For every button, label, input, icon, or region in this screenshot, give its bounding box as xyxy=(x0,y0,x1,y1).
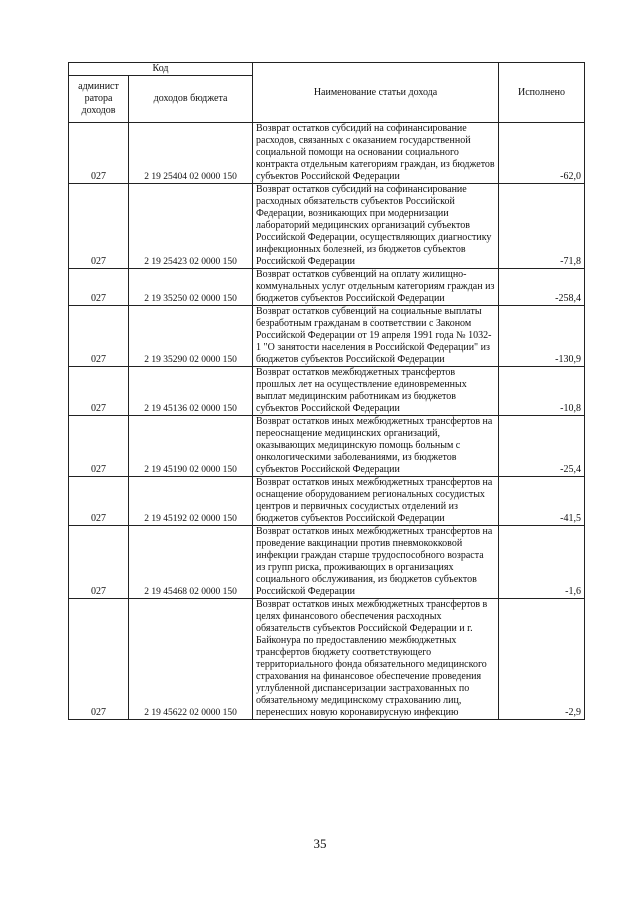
budget-code-cell: 2 19 35290 02 0000 150 xyxy=(129,306,253,367)
table-row xyxy=(69,306,585,367)
budget-code-cell: 2 19 45136 02 0000 150 xyxy=(129,367,253,416)
revenue-name-cell: Возврат остатков межбюджетных трансфертов прошлых лет на осуществление единовременных выплат медицинским работникам из бюджетов субъектов Российской Федерации xyxy=(253,367,499,416)
executed-amount-cell: -258,4 xyxy=(499,269,585,306)
admin-code-cell: 027 xyxy=(69,599,129,720)
revenue-table xyxy=(68,62,585,720)
revenue-name-cell: Возврат остатков субсидий на софинансирование расходных обязательств субъектов Российской Федерации, возникающих при модернизации лабораторий медицинских организаций субъектов Российской Федерации, осуществляющих диагностику инфекционных болезней, из бюджетов субъектов Российской Федерации xyxy=(253,184,499,269)
revenue-name-cell: Возврат остатков субвенций на социальные выплаты безработным гражданам в соответствии с Законом Российской Федерации от 19 апреля 1991 года № 1032-1 "О занятости населения в Российской Федерации" из бюджетов субъектов Российской Федерации xyxy=(253,306,499,367)
table-row xyxy=(69,599,585,720)
budget-code-column-header: доходов бюджета xyxy=(129,76,253,123)
budget-code-cell: 2 19 35250 02 0000 150 xyxy=(129,269,253,306)
executed-amount-cell: -25,4 xyxy=(499,416,585,477)
table-row xyxy=(69,416,585,477)
budget-code-cell: 2 19 45468 02 0000 150 xyxy=(129,526,253,599)
table-row xyxy=(69,526,585,599)
executed-amount-cell: -1,6 xyxy=(499,526,585,599)
executed-amount-cell: -62,0 xyxy=(499,123,585,184)
admin-column-header: админист ратора доходов xyxy=(69,76,129,123)
executed-amount-cell: -2,9 xyxy=(499,599,585,720)
table-row xyxy=(69,367,585,416)
revenue-name-cell: Возврат остатков субсидий на софинансирование расходов, связанных с оказанием государственной социальной помощи на основании социального контракта отдельным категориям граждан, из бюджетов субъектов Российской Федерации xyxy=(253,123,499,184)
admin-code-cell: 027 xyxy=(69,416,129,477)
table-row xyxy=(69,123,585,184)
admin-code-cell: 027 xyxy=(69,367,129,416)
table-row xyxy=(69,184,585,269)
admin-code-cell: 027 xyxy=(69,526,129,599)
table-row xyxy=(69,269,585,306)
budget-code-cell: 2 19 25404 02 0000 150 xyxy=(129,123,253,184)
revenue-name-cell: Возврат остатков иных межбюджетных трансфертов на проведение вакцинации против пневмококковой инфекции граждан старше трудоспособного возраста из групп риска, проживающих в организациях социального обслуживания, из бюджетов субъектов Российской Федерации xyxy=(253,526,499,599)
revenue-name-cell: Возврат остатков иных межбюджетных трансфертов в целях финансового обеспечения расходных обязательств субъектов Российской Федерации и г. Байконура по предоставлению межбюджетных трансфертов бюджету соответствующего территориального фонда обязательного медицинского страхования на финансовое обеспечение проведения углубленной диспансеризации застрахованных по обязательному медицинскому страхованию лиц, перенесших новую коронавирусную инфекцию xyxy=(253,599,499,720)
name-column-header: Наименование статьи дохода xyxy=(253,63,499,123)
revenue-name-cell: Возврат остатков иных межбюджетных трансфертов на переоснащение медицинских организаций, оказывающих медицинскую помощь больным с онкологическими заболеваниями, из бюджетов субъектов Российской Федерации xyxy=(253,416,499,477)
code-group-header: Код xyxy=(69,63,253,76)
header-row-top xyxy=(69,63,585,76)
budget-code-cell: 2 19 45190 02 0000 150 xyxy=(129,416,253,477)
admin-code-cell: 027 xyxy=(69,477,129,526)
executed-amount-cell: -10,8 xyxy=(499,367,585,416)
executed-column-header: Исполнено xyxy=(499,63,585,123)
admin-code-cell: 027 xyxy=(69,306,129,367)
executed-amount-cell: -130,9 xyxy=(499,306,585,367)
revenue-name-cell: Возврат остатков иных межбюджетных трансфертов на оснащение оборудованием региональных сосудистых центров и первичных сосудистых отделений из бюджетов субъектов Российской Федерации xyxy=(253,477,499,526)
budget-code-cell: 2 19 45622 02 0000 150 xyxy=(129,599,253,720)
budget-code-cell: 2 19 45192 02 0000 150 xyxy=(129,477,253,526)
budget-code-cell: 2 19 25423 02 0000 150 xyxy=(129,184,253,269)
revenue-name-cell: Возврат остатков субвенций на оплату жилищно-коммунальных услуг отдельным категориям граждан из бюджетов субъектов Российской Федерации xyxy=(253,269,499,306)
admin-code-cell: 027 xyxy=(69,184,129,269)
admin-code-cell: 027 xyxy=(69,123,129,184)
executed-amount-cell: -71,8 xyxy=(499,184,585,269)
executed-amount-cell: -41,5 xyxy=(499,477,585,526)
page-number: 35 xyxy=(313,836,327,851)
admin-code-cell: 027 xyxy=(69,269,129,306)
table-row xyxy=(69,477,585,526)
